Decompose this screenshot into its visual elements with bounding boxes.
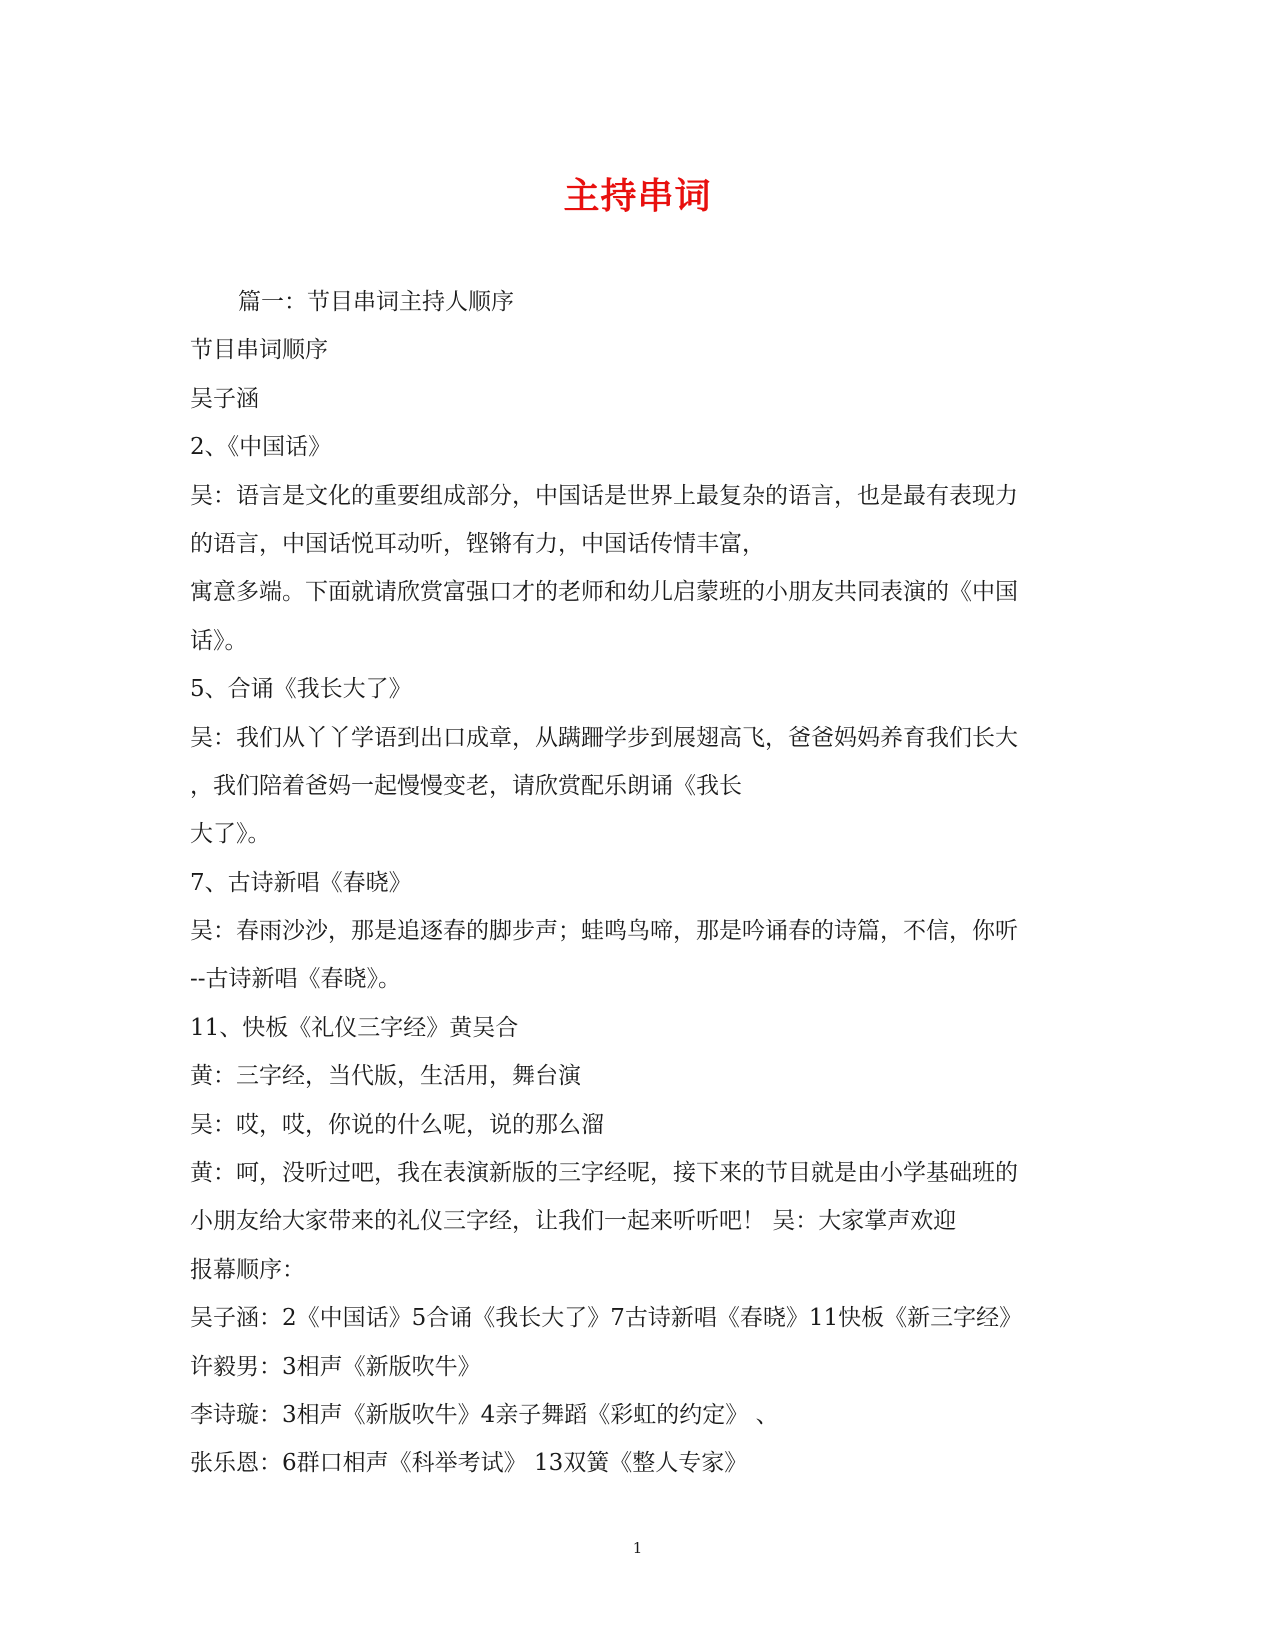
- text-line: 李诗璇：3相声《新版吹牛》4亲子舞蹈《彩虹的约定》 、: [190, 1401, 779, 1428]
- document-title: 主持串词: [563, 175, 712, 217]
- text-line: 2、《中国话》: [190, 434, 332, 461]
- text-line: 寓意多端。下面就请欣赏富强口才的老师和幼儿启蒙班的小朋友共同表演的《中国: [190, 579, 1018, 606]
- text-line: 的语言，中国话悦耳动听，铿锵有力，中国话传情丰富，: [190, 530, 765, 557]
- text-line: 吴：语言是文化的重要组成部分，中国话是世界上最复杂的语言，也是最有表现力: [190, 482, 1018, 509]
- text-line: 大了》。: [190, 821, 271, 848]
- text-line: 小朋友给大家带来的礼仪三字经，让我们一起来听听吧！ 吴：大家掌声欢迎: [190, 1208, 957, 1235]
- text-line: 吴：春雨沙沙，那是追逐春的脚步声；蛙鸣鸟啼，那是吟诵春的诗篇，不信，你听: [190, 918, 1018, 945]
- text-line: 吴子涵: [190, 385, 259, 412]
- text-line: 吴：我们从丫丫学语到出口成章，从蹒跚学步到展翅高飞，爸爸妈妈养育我们长大: [190, 724, 1018, 751]
- text-line: 张乐恩：6群口相声《科举考试》 13双簧《整人专家》: [190, 1450, 748, 1477]
- text-line: 节目串词顺序: [190, 337, 328, 364]
- text-line: 吴子涵：2《中国话》5合诵《我长大了》7古诗新唱《春晓》11快板《新三字经》: [190, 1305, 1023, 1332]
- page-number: 1: [632, 1539, 643, 1557]
- section-heading: 篇一：节目串词主持人顺序: [238, 289, 514, 315]
- text-line: ，我们陪着爸妈一起慢慢变老，请欣赏配乐朗诵《我长: [190, 772, 742, 799]
- text-line: 报幕顺序：: [190, 1256, 305, 1283]
- text-line: 5、合诵《我长大了》: [190, 676, 412, 703]
- document-body: [190, 278, 1090, 1488]
- text-line: 黄：三字经，当代版，生活用，舞台演: [190, 1063, 581, 1090]
- text-line: 7、古诗新唱《春晓》: [190, 869, 412, 896]
- text-line: 11、快板《礼仪三字经》黄吴合: [190, 1014, 519, 1041]
- text-line: 许毅男：3相声《新版吹牛》: [190, 1353, 481, 1380]
- text-line: 黄：呵，没听过吧，我在表演新版的三字经呢，接下来的节目就是由小学基础班的: [190, 1160, 1018, 1187]
- text-line: 吴：哎，哎，你说的什么呢，说的那么溜: [190, 1111, 604, 1138]
- text-line: --古诗新唱《春晓》。: [190, 966, 402, 993]
- text-line: 话》。: [190, 627, 248, 654]
